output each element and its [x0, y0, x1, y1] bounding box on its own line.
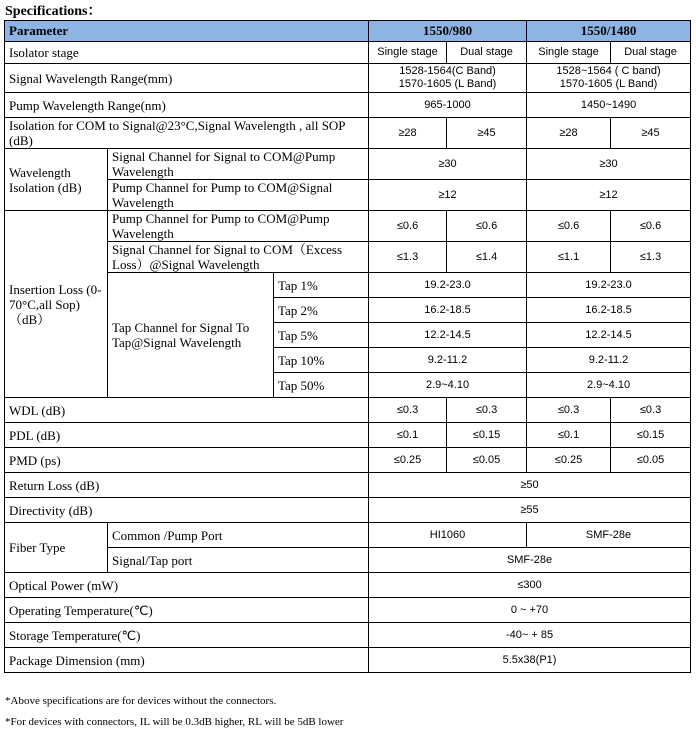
table-row [5, 64, 691, 93]
pdl-value: ≤0.1 [527, 423, 611, 448]
fiber-common-value: SMF-28e [527, 523, 691, 548]
il-signal-value: ≤1.3 [611, 242, 691, 273]
storage-temp-label: Storage Temperature(℃) [5, 623, 369, 648]
table-row [5, 498, 691, 523]
table-row [5, 42, 691, 64]
tap-label: Tap 10% [274, 348, 369, 373]
footnote: *Above specifications are for devices without the connectors. [5, 695, 277, 707]
isolation-com-value: ≥28 [369, 118, 447, 149]
wdl-label: WDL (dB) [5, 398, 369, 423]
table-row [5, 648, 691, 673]
tap-label: Tap 50% [274, 373, 369, 398]
il-tap-channel-label: Tap Channel for Signal To Tap@Signal Wavelength [108, 273, 274, 398]
table-row [5, 273, 691, 298]
package-dimension-value: 5.5x38(P1) [369, 648, 691, 673]
il-signal-label: Signal Channel for Signal to COM（Excess Loss）@Signal Wavelength [108, 242, 369, 273]
tap-label: Tap 1% [274, 273, 369, 298]
wl-iso-pump-value: ≥12 [369, 180, 527, 211]
il-pump-value: ≤0.6 [611, 211, 691, 242]
wdl-value: ≤0.3 [611, 398, 691, 423]
fiber-common-label: Common /Pump Port [108, 523, 369, 548]
table-row [5, 473, 691, 498]
table-row [5, 398, 691, 423]
table-row [5, 448, 691, 473]
table-row [5, 149, 691, 180]
optical-power-value: ≤300 [369, 573, 691, 598]
pump-wavelength-value: 1450~1490 [527, 93, 691, 118]
operating-temp-label: Operating Temperature(℃) [5, 598, 369, 623]
tap-value: 2.9~4.10 [527, 373, 691, 398]
fiber-signal-label: Signal/Tap port [108, 548, 369, 573]
signal-wavelength-c-band: 1528~1564 ( C band) [556, 65, 661, 77]
tap-label: Tap 5% [274, 323, 369, 348]
wl-iso-signal-value: ≥30 [527, 149, 691, 180]
pmd-value: ≤0.25 [527, 448, 611, 473]
pmd-value: ≤0.05 [447, 448, 527, 473]
wl-iso-pump-label: Pump Channel for Pump to COM@Signal Wavelength [108, 180, 369, 211]
il-pump-value: ≤0.6 [447, 211, 527, 242]
table-row [5, 242, 691, 273]
il-pump-label: Pump Channel for Pump to COM@Pump Wavelength [108, 211, 369, 242]
table-row [5, 623, 691, 648]
pump-wavelength-value: 965-1000 [369, 93, 527, 118]
table-row [5, 211, 691, 242]
isolator-stage-label: Isolator stage [5, 42, 369, 64]
table-header-row [5, 21, 691, 42]
header-parameter-cell: Parameter [5, 21, 369, 42]
pdl-value: ≤0.15 [447, 423, 527, 448]
il-signal-value: ≤1.3 [369, 242, 447, 273]
il-pump-value: ≤0.6 [527, 211, 611, 242]
package-dimension-label: Package Dimension (mm) [5, 648, 369, 673]
directivity-value: ≥55 [369, 498, 691, 523]
tap-value: 16.2-18.5 [369, 298, 527, 323]
pdl-label: PDL (dB) [5, 423, 369, 448]
table-row [5, 423, 691, 448]
insertion-loss-label: Insertion Loss (0-70°C,all Sop)（dB） [5, 211, 108, 398]
table-row [5, 118, 691, 149]
signal-wavelength-l-band: 1570-1605 (L Band) [398, 78, 497, 90]
isolator-stage-value: Dual stage [447, 42, 527, 64]
tap-value: 9.2-11.2 [369, 348, 527, 373]
signal-wavelength-c-band: 1528-1564(C Band) [399, 65, 496, 77]
il-pump-value: ≤0.6 [369, 211, 447, 242]
il-signal-value: ≤1.1 [527, 242, 611, 273]
signal-wavelength-l-band: 1570-1605 (L Band) [559, 78, 658, 90]
pmd-value: ≤0.25 [369, 448, 447, 473]
header-col-1550-1480: 1550/1480 [527, 21, 691, 42]
page-title: Specifications： [5, 4, 102, 19]
pump-wavelength-label: Pump Wavelength Range(nm) [5, 93, 369, 118]
wl-iso-pump-value: ≥12 [527, 180, 691, 211]
signal-wavelength-value [369, 64, 527, 93]
pdl-value: ≤0.1 [369, 423, 447, 448]
isolation-com-value: ≥45 [447, 118, 527, 149]
wdl-value: ≤0.3 [527, 398, 611, 423]
tap-value: 9.2-11.2 [527, 348, 691, 373]
isolator-stage-value: Dual stage [611, 42, 691, 64]
footnote: *For devices with connectors, IL will be 0.3dB higher, RL will be 5dB lower [5, 716, 344, 728]
wdl-value: ≤0.3 [369, 398, 447, 423]
optical-power-label: Optical Power (mW) [5, 573, 369, 598]
pdl-value: ≤0.15 [611, 423, 691, 448]
storage-temp-value: -40~ + 85 [369, 623, 691, 648]
tap-label: Tap 2% [274, 298, 369, 323]
tap-value: 12.2-14.5 [527, 323, 691, 348]
directivity-label: Directivity (dB) [5, 498, 369, 523]
return-loss-value: ≥50 [369, 473, 691, 498]
isolator-stage-value: Single stage [369, 42, 447, 64]
signal-wavelength-value [527, 64, 691, 93]
il-signal-value: ≤1.4 [447, 242, 527, 273]
isolation-com-label: Isolation for COM to Signal@23°C,Signal Wavelength , all SOP (dB) [5, 118, 369, 149]
table-row [5, 523, 691, 548]
isolation-com-value: ≥28 [527, 118, 611, 149]
header-col-1550-980: 1550/980 [369, 21, 527, 42]
fiber-type-label: Fiber Type [5, 523, 108, 573]
table-row [5, 573, 691, 598]
tap-value: 12.2-14.5 [369, 323, 527, 348]
table-row [5, 180, 691, 211]
signal-wavelength-label: Signal Wavelength Range(mm) [5, 64, 369, 93]
tap-value: 19.2-23.0 [369, 273, 527, 298]
isolator-stage-value: Single stage [527, 42, 611, 64]
wl-iso-signal-label: Signal Channel for Signal to COM@Pump Wavelength [108, 149, 369, 180]
wavelength-isolation-label: Wavelength Isolation (dB) [5, 149, 108, 211]
fiber-common-value: HI1060 [369, 523, 527, 548]
tap-value: 2.9~4.10 [369, 373, 527, 398]
tap-value: 16.2-18.5 [527, 298, 691, 323]
fiber-signal-value: SMF-28e [369, 548, 691, 573]
wdl-value: ≤0.3 [447, 398, 527, 423]
table-row [5, 548, 691, 573]
wl-iso-signal-value: ≥30 [369, 149, 527, 180]
table-row [5, 598, 691, 623]
tap-value: 19.2-23.0 [527, 273, 691, 298]
pmd-value: ≤0.05 [611, 448, 691, 473]
pmd-label: PMD (ps) [5, 448, 369, 473]
return-loss-label: Return Loss (dB) [5, 473, 369, 498]
table-row [5, 93, 691, 118]
specifications-table-body [4, 20, 691, 673]
isolation-com-value: ≥45 [611, 118, 691, 149]
operating-temp-value: 0 ~ +70 [369, 598, 691, 623]
